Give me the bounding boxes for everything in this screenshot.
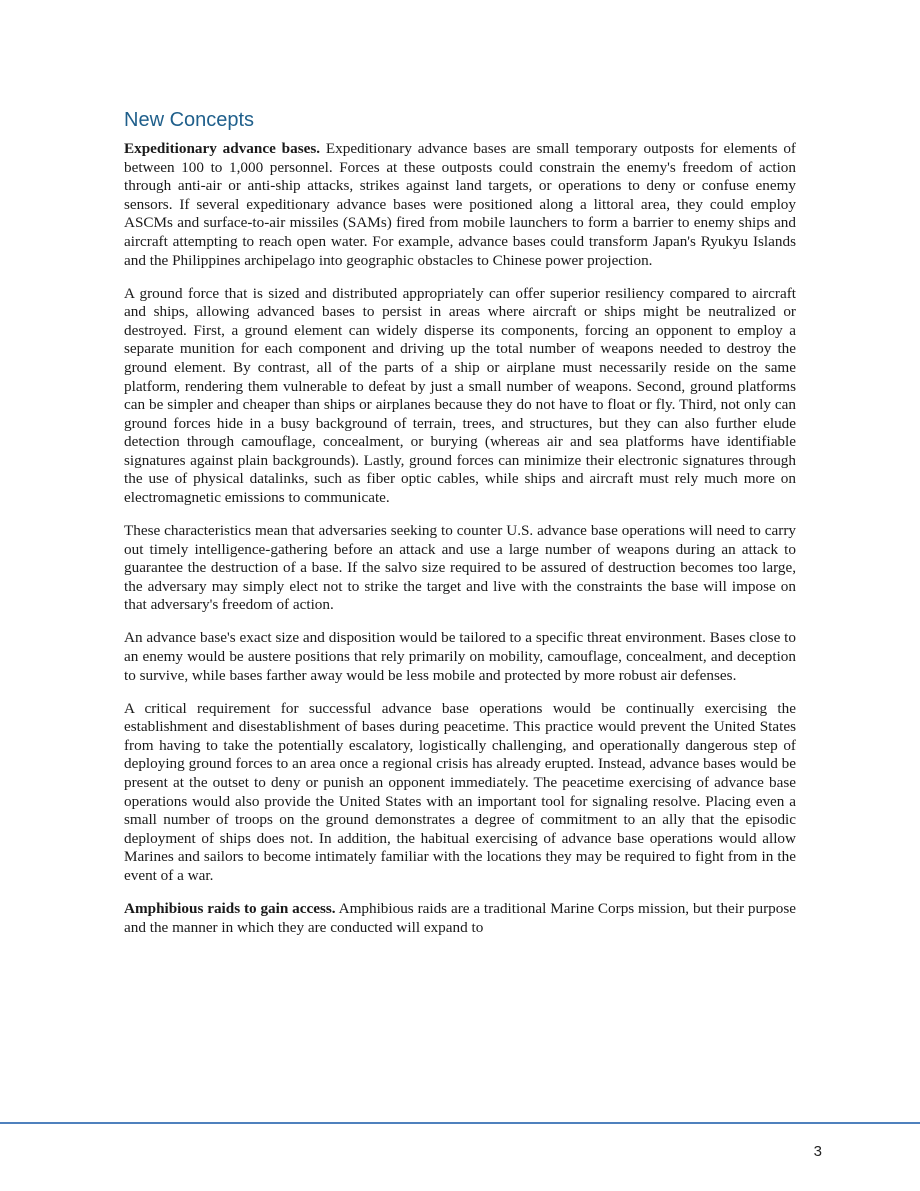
- paragraph-lead: Expeditionary advance bases.: [124, 140, 321, 157]
- page-content: [124, 108, 796, 952]
- footer-rule: [0, 1122, 920, 1124]
- paragraph-lead: Amphibious raids to gain access.: [124, 899, 336, 917]
- paragraph-amphibious-raids: [124, 900, 796, 937]
- paragraph-expeditionary-bases: [124, 140, 796, 270]
- section-heading: New Concepts: [124, 109, 255, 131]
- paragraph-text: Amphibious raids are a traditional Marine Corps mission, but their purpose and the manner in which they are conducted will expand to: [124, 899, 796, 936]
- paragraph-peacetime-exercising: A critical requirement for successful advance base operations would be continually exercising the establishment and disestablishment of bases during peacetime. This practice would prevent the United States from having to take the potentially escalatory, logistically challenging, and operationally dangerous step of deploying ground forces to an area once a regional crisis has already erupted. Instead, advance bases would be present at the outset to deny or punish an opponent immediately. The peacetime exercising of advance base operations would also provide the United States with an important tool for signaling resolve. Placing even a small number of troops on the ground demonstrates a degree of commitment to an ally that the episodic deployment of ships does not. In addition, the habitual exercising of advance base operations would allow Marines and sailors to become intimately familiar with the locations they may be required to fight from in the event of a war.: [124, 699, 796, 884]
- paragraph-text: Expeditionary advance bases are small temporary outposts for elements of between 100 to 1,000 personnel. Forces at these outposts could constrain the enemy's freedom of action through anti-air or anti-ship attacks, strikes against land targets, or operations to deny or confuse enemy sensors. If several expeditionary advance bases were positioned along a littoral area, they could employ ASCMs and surface-to-air missiles (SAMs) fired from mobile launchers to form a barrier to enemy ships and aircraft attempting to reach open water. For example, advance bases could transform Japan's Ryukyu Islands and the Philippines archipelago into geographic obstacles to Chinese power projection.: [124, 140, 796, 269]
- paragraph-ground-force-resiliency: A ground force that is sized and distributed appropriately can offer superior resiliency compared to aircraft and ships, allowing advanced bases to persist in areas where aircraft or ships might be neutralized or destroyed. First, a ground element can widely disperse its components, forcing an opponent to employ a separate munition for each component and driving up the total number of weapons needed to destroy the ground element. By contrast, all of the parts of a ship or airplane must necessarily reside on the same platform, rendering them vulnerable to defeat by just a small number of weapons. Second, ground platforms can be simpler and cheaper than ships or airplanes because they do not have to float or fly. Third, not only can ground forces hide in a busy background of terrain, trees, and structures, but they can also further elude detection through camouflage, concealment, or burying (whereas air and sea platforms have identifiable signatures against plain backgrounds). Lastly, ground forces can minimize their electronic signatures through the use of physical datalinks, such as fiber optic cables, while ships and aircraft must rely much more on electromagnetic emissions to communicate.: [124, 284, 796, 507]
- paragraph-base-size-disposition: An advance base's exact size and disposition would be tailored to a specific threat environment. Bases close to an enemy would be austere positions that rely primarily on mobility, camouflage, concealment, and deception to survive, while bases farther away would be less mobile and protected by more robust air defenses.: [124, 629, 796, 684]
- paragraph-adversary-characteristics: These characteristics mean that adversaries seeking to counter U.S. advance base operations will need to carry out timely intelligence-gathering before an attack and use a large number of weapons during an attack to guarantee the destruction of a base. If the salvo size required to be assured of destruction becomes too large, the adversary may simply elect not to strike the target and live with the constraints the base will impose on that adversary's freedom of action.: [124, 522, 796, 614]
- page-number: 3: [813, 1143, 822, 1160]
